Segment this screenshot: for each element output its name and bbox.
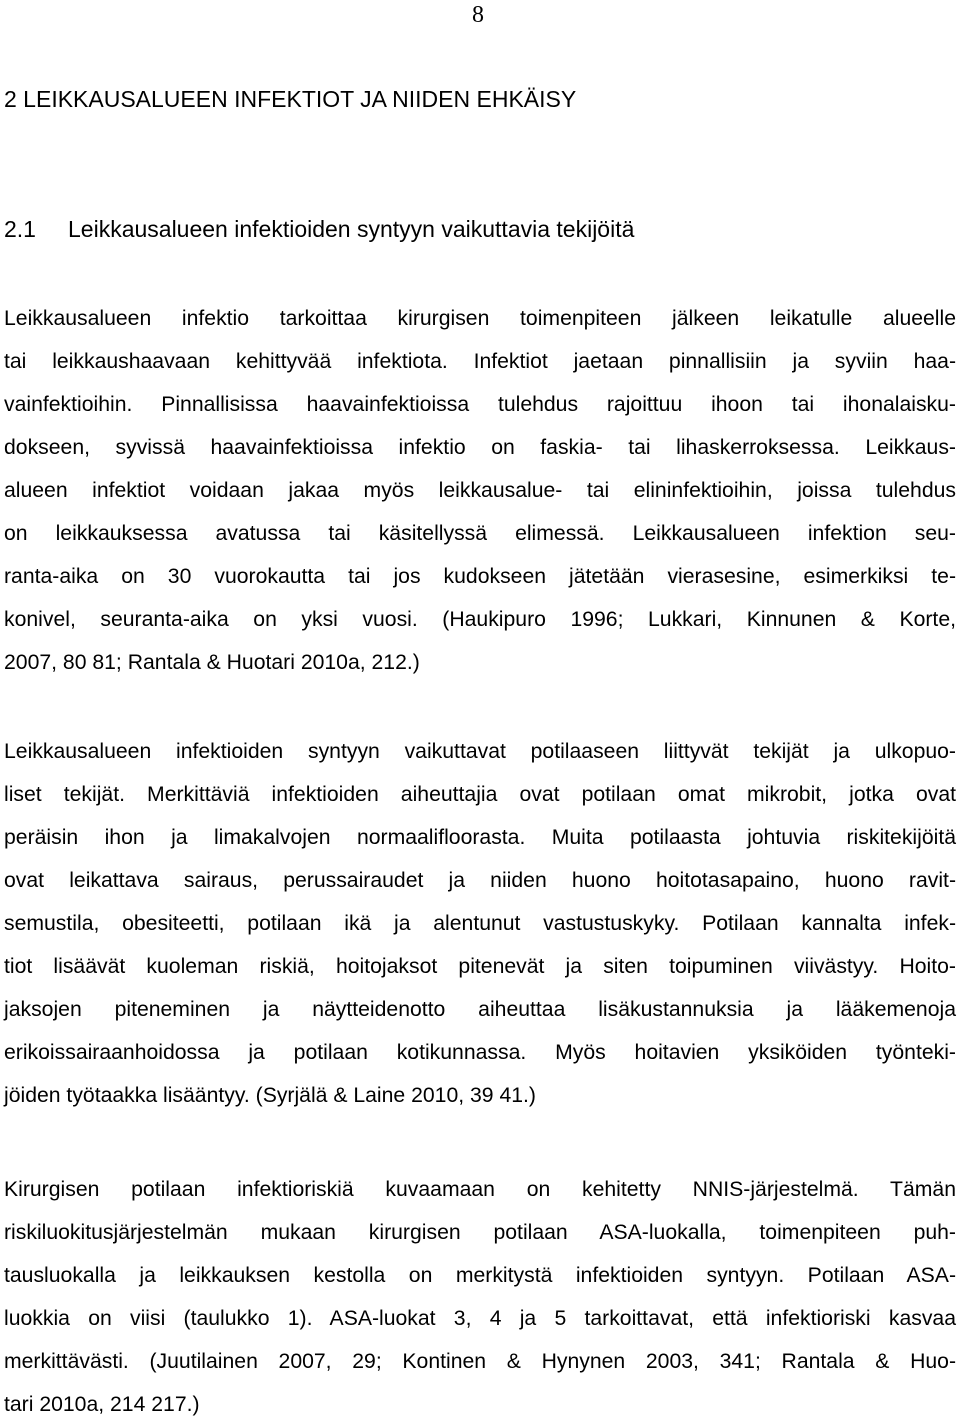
section-heading [4,214,634,244]
text-line: konivel, seuranta-aika on yksi vuosi. (Haukipuro 1996; Lukkari, Kinnunen & Korte, [4,608,956,631]
text-line: peräisin ihon ja limakalvojen normaalifloorasta. Muita potilaasta johtuvia riskitekijöitä [4,826,956,849]
text-line: liset tekijät. Merkittäviä infektioiden aiheuttajia ovat potilaan omat mikrobit, jotka ovat [4,783,956,806]
section-title: Leikkausalueen infektioiden syntyyn vaikuttavia tekijöitä [68,216,635,242]
page-number: 8 [472,2,484,28]
text-line: vainfektioihin. Pinnallisissa haavainfektioissa tulehdus rajoittuu ihoon tai ihonalaisku- [4,393,956,416]
text-line: tiot lisäävät kuoleman riskiä, hoitojaksot pitenevät ja siten toipuminen viivästyy. Hoito- [4,955,956,978]
text-line: luokkia on viisi (taulukko 1). ASA-luokat 3, 4 ja 5 tarkoittavat, että infektioriski kasvaa [4,1307,956,1330]
text-line: erikoissairaanhoidossa ja potilaan kotikunnassa. Myös hoitavien yksiköiden työnteki- [4,1041,956,1064]
text-line: ranta-aika on 30 vuorokautta tai jos kudokseen jätetään vierasesine, esimerkiksi te- [4,565,956,588]
text-line: tari 2010a, 214 217.) [4,1393,200,1416]
paragraph [4,1168,956,1426]
text-line: on leikkauksessa avatussa tai käsitellyssä elimessä. Leikkausalueen infektion seu- [4,522,956,545]
text-line: dokseen, syvissä haavainfektioissa infektio on faskia- tai lihaskerroksessa. Leikkaus- [4,436,956,459]
text-line: ovat leikattava sairaus, perussairaudet ja niiden huono hoitotasapaino, huono ravit- [4,869,956,892]
text-line: tausluokalla ja leikkauksen kestolla on merkitystä infektioiden syntyyn. Potilaan ASA- [4,1264,956,1287]
section-number: 2.1 [4,216,36,242]
text-line: merkittävästi. (Juutilainen 2007, 29; Kontinen & Hynynen 2003, 341; Rantala & Huo- [4,1350,956,1373]
paragraph [4,730,956,1117]
chapter-heading: 2 LEIKKAUSALUEEN INFEKTIOT JA NIIDEN EHKÄISY [4,86,577,112]
text-line: Leikkausalueen infektioiden syntyyn vaikuttavat potilaaseen liittyvät tekijät ja ulkopuo- [4,740,956,763]
text-line: riskiluokitusjärjestelmän mukaan kirurgisen potilaan ASA-luokalla, toimenpiteen puh- [4,1221,956,1244]
text-line: Kirurgisen potilaan infektioriskiä kuvaamaan on kehitetty NNIS-järjestelmä. Tämän [4,1178,956,1201]
paragraph [4,297,956,684]
text-line: jaksojen piteneminen ja näytteidenotto aiheuttaa lisäkustannuksia ja lääkemenoja [4,998,956,1021]
text-line: tai leikkaushaavaan kehittyvää infektiota. Infektiot jaetaan pinnallisiin ja syviin haa- [4,350,956,373]
text-line: Leikkausalueen infektio tarkoittaa kirurgisen toimenpiteen jälkeen leikatulle alueelle [4,307,956,330]
text-line: 2007, 80 81; Rantala & Huotari 2010a, 212.) [4,651,420,674]
text-line: semustila, obesiteetti, potilaan ikä ja alentunut vastustuskyky. Potilaan kannalta infek- [4,912,956,935]
text-line: jöiden työtaakka lisääntyy. (Syrjälä & Laine 2010, 39 41.) [4,1084,536,1107]
text-line: alueen infektiot voidaan jakaa myös leikkausalue- tai elininfektioihin, joissa tulehdus [4,479,956,502]
